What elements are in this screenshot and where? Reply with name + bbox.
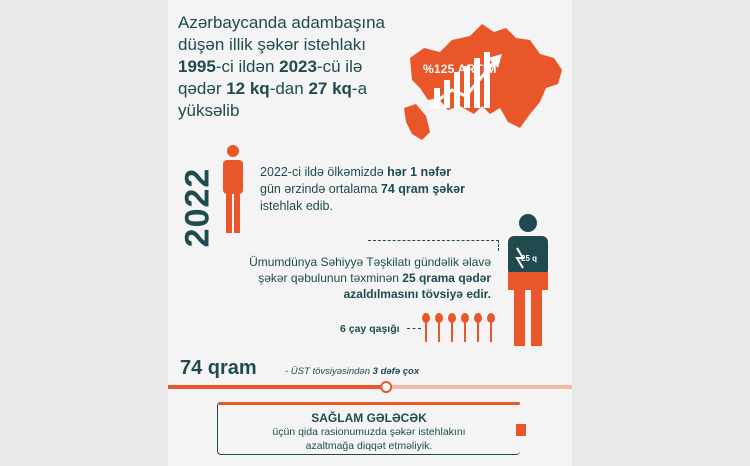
future-title: SAĞLAM GƏLƏCƏK bbox=[311, 411, 427, 425]
headline-text: -ci ildən bbox=[215, 57, 280, 76]
consumption-level-bar bbox=[168, 380, 572, 394]
who-25-gram: 25 qrama qədər bbox=[402, 271, 491, 285]
stat-text: gün ərzində ortalama bbox=[260, 182, 381, 196]
headline-text: -cü ilə bbox=[316, 57, 363, 76]
headline-text: -a bbox=[351, 79, 368, 98]
who-line-2: şəkər qəbulunun təxminən bbox=[258, 271, 403, 285]
teaspoon-icon bbox=[461, 313, 469, 342]
azerbaijan-map-icon bbox=[390, 10, 570, 150]
spoon-count-label: 6 çay qaşığı bbox=[340, 323, 400, 335]
future-line-2: azaltmağa diqqət etməliyik. bbox=[305, 440, 433, 452]
person-sugar-level-icon bbox=[503, 214, 553, 346]
level-fill bbox=[168, 385, 386, 389]
person-icon bbox=[220, 145, 246, 233]
dashed-connector bbox=[407, 328, 421, 329]
who-comparison-text bbox=[285, 366, 419, 377]
stat-per-person: hər 1 nəfər bbox=[387, 165, 452, 179]
box-accent-right bbox=[516, 424, 526, 436]
who-comparison-prefix: - ÜST tövsiyəsindən bbox=[285, 366, 373, 377]
box-accent-top bbox=[218, 402, 520, 405]
stat-2022 bbox=[260, 164, 550, 215]
sugar-25g-label: 25 q bbox=[521, 254, 538, 263]
who-comparison-times: 3 dəfə çox bbox=[372, 366, 420, 377]
future-line-1: üçün qida rasionumuzda şəkər istehlakını bbox=[272, 426, 466, 438]
who-recommendation bbox=[178, 254, 491, 302]
big-74-gram: 74 qram bbox=[180, 357, 257, 379]
teaspoon-icon bbox=[474, 313, 482, 342]
stat-74-gram: 74 qram şəkər bbox=[380, 182, 465, 196]
healthy-future-box bbox=[217, 402, 520, 455]
infographic bbox=[168, 0, 572, 466]
who-line-3: azaldılmasını tövsiyə edir. bbox=[343, 287, 491, 301]
who-line-1: Ümumdünya Səhiyyə Təşkilatı gündəlik əlavə bbox=[249, 255, 491, 269]
level-knob bbox=[381, 382, 391, 392]
headline-text: qədər bbox=[178, 79, 227, 98]
dashed-connector bbox=[368, 240, 499, 251]
headline-value-27kq: 27 kq bbox=[308, 79, 352, 98]
teaspoon-icon bbox=[448, 313, 456, 342]
headline-text: -dan bbox=[269, 79, 309, 98]
headline-value-12kq: 12 kq bbox=[226, 79, 270, 98]
stat-text: 2022-ci ildə ölkəmizdə bbox=[260, 165, 388, 179]
headline-year-1995: 1995 bbox=[178, 57, 216, 76]
stat-text: istehlak edib. bbox=[260, 199, 333, 213]
teaspoon-icon bbox=[487, 313, 495, 342]
year-label: 2022 bbox=[178, 167, 217, 248]
headline-line-1: Azərbaycanda adambaşına bbox=[178, 13, 385, 32]
teaspoon-icon bbox=[435, 313, 443, 342]
headline-line-2: düşən illik şəkər istehlakı bbox=[178, 35, 367, 54]
headline-line-5: yüksəlib bbox=[178, 101, 240, 120]
growth-badge: %125 ARTIM bbox=[423, 62, 497, 76]
headline-year-2023: 2023 bbox=[279, 57, 317, 76]
teaspoons-icon bbox=[420, 312, 500, 344]
teaspoon-icon bbox=[422, 313, 430, 342]
